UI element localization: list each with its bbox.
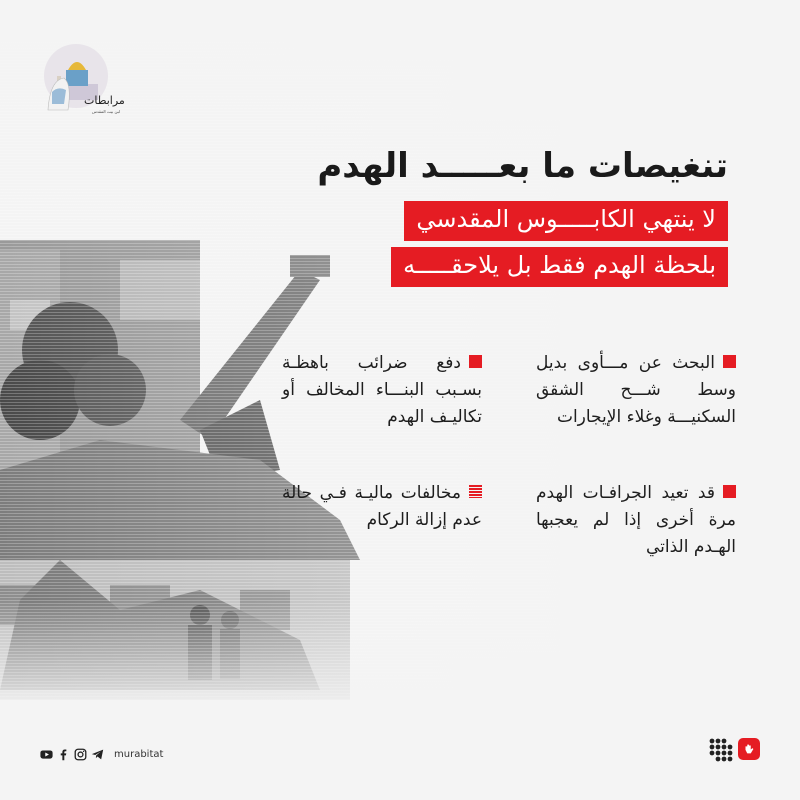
bullet-square-icon xyxy=(469,485,482,498)
list-item xyxy=(536,480,736,561)
youtube-icon[interactable] xyxy=(40,748,53,761)
item-text: دفع ضرائب باهظـة بسـبب البنـــاء المخالف أو تكاليـف الهدم xyxy=(282,353,482,427)
telegram-icon[interactable] xyxy=(91,748,104,761)
dots-grid-icon xyxy=(708,737,732,761)
bullet-square-icon xyxy=(723,355,736,368)
bullet-square-icon xyxy=(723,485,736,498)
list-item xyxy=(282,480,482,534)
list-item xyxy=(282,350,482,431)
subtitle-line-2: بلحظة الهدم فقط بل يلاحقـــــه xyxy=(391,247,728,287)
list-item xyxy=(536,350,736,431)
instagram-icon[interactable] xyxy=(74,748,87,761)
item-text: قد تعيد الجرافـات الهدم مرة أخرى إذا لم يعجبها الهـدم الذاتي xyxy=(536,483,736,557)
social-handle: murabitat xyxy=(114,748,164,760)
page-title: تنغيصات ما بعـــــد الهدم xyxy=(317,146,728,186)
facebook-icon[interactable] xyxy=(57,748,70,761)
social-links xyxy=(40,744,163,764)
brand-marks xyxy=(708,737,760,761)
murabitat-logo xyxy=(40,40,125,120)
subtitle-line-1: لا ينتهي الكابـــــوس المقدسي xyxy=(404,201,728,241)
hand-logo-icon xyxy=(738,738,760,760)
logo-tagline: لبن بيت المقدس xyxy=(92,109,120,114)
item-text: مخالفات ماليـة فـي حالة عدم إزالة الركام xyxy=(282,483,482,530)
logo-text: مرابطات xyxy=(84,94,125,107)
bullet-square-icon xyxy=(469,355,482,368)
item-text: البحث عن مـــأوى بديل وسط شـــح الشقق السكنيـــة وغلاء الإيجارات xyxy=(536,353,736,427)
